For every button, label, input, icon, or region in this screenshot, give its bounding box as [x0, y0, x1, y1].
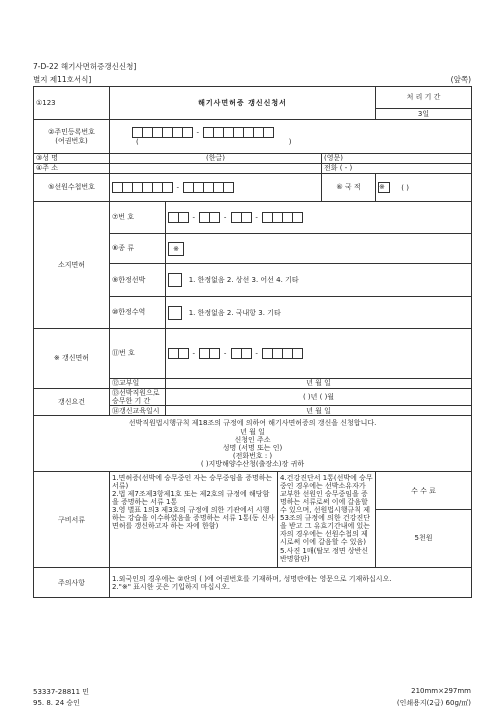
form-number-cell: ①123 [34, 87, 110, 120]
document-item: 5.사진 1매(탈모 정면 상반신 반명함판) [280, 546, 369, 563]
license-number-field[interactable]: - - - [166, 202, 472, 234]
seaman-book-field[interactable]: - [110, 174, 322, 202]
fee-cell [376, 472, 472, 568]
footer-size: 210mm×297mm [411, 687, 471, 695]
documents-list-right [278, 472, 376, 568]
applicant-address[interactable]: 신청인 주소 [234, 435, 271, 444]
documents-label: 구비서류 [34, 472, 110, 568]
license-number-label: ⑦번 호 [110, 202, 166, 234]
service-period-label: ⑬선박직원으로 승무한 기 간 [110, 389, 166, 406]
resident-number-field[interactable]: - ( ) [110, 120, 472, 154]
renewal-section-label: ※ 갱신면허 [34, 329, 110, 389]
processing-period-value: 3일 [376, 109, 472, 120]
nationality-field: ※ ( ) [376, 174, 472, 202]
recipient: ( )지방해양수산청(출장소)장 귀하 [200, 459, 305, 468]
issue-date-label: ⑫교부일 [110, 379, 166, 389]
footer-approved: 95. 8. 24 승인 [33, 699, 80, 707]
document-item: 4.건강진단서 1통(선박에 승무중인 경우에는 선박소유자가 교부한 선원인 승무중임을 증명하는 서류로써 이에 갈음할 수 있으며, 선원법시행규칙 제53조의 규정에 의한 건강진단을 받고 그 유효기간내에 있는 자의 경우에는 선원수첩의 제시로써 이에 갈음할 수 있음) [280, 474, 373, 547]
document-item: 3.영 별표 1의3 제3호의 규정에 의한 기관에서 시행하는 강습을 이수하였음을 증명하는 서류 1통(동 신사면허를 갱신하고자 하는 자에 한함) [112, 506, 275, 531]
form-reference: 7-D-22 해기사면허증갱신신청] [33, 62, 137, 71]
service-period-field[interactable]: ( )년 ( )월 [166, 389, 472, 406]
documents-list-left [110, 472, 278, 568]
application-form [33, 86, 472, 598]
name-label: ③성 명 [34, 154, 110, 164]
footer-paper: (인쇄용지(2급) 60g/㎡) [396, 699, 471, 707]
seaman-book-label: ⑤선원수첩번호 [34, 174, 110, 202]
vessel-limit-label: ⑨한정선박 [110, 264, 166, 297]
note-item: 2."※" 표시한 곳은 기입하지 마십시오. [112, 582, 231, 591]
vessel-limit-field[interactable]: 1. 한정없음 2. 상선 3. 어선 4. 기타 [166, 264, 472, 297]
resident-number-label: ②주민등록번호 (여권번호) [34, 120, 110, 154]
license-type-label: ⑧종 류 [110, 234, 166, 264]
nationality-label: ⑥ 국 적 [322, 174, 376, 202]
applicant-name[interactable]: 성명 (서명 또는 인) [222, 443, 283, 452]
footer-code: 53337-28811 민 [33, 688, 90, 696]
water-limit-field[interactable]: 1. 한정없음 2. 국내항 3. 기타 [166, 297, 472, 329]
phone-field[interactable]: 전화 ( - ) [322, 164, 472, 174]
license-section-label: 소지면허 [34, 202, 110, 329]
form-number: 별지 제11호서식] [33, 75, 92, 84]
document-item: 1.면허증(선박에 승무중인 자는 승무중임을 증명하는 서류) [112, 474, 273, 491]
processing-period-label: 처 리 기 간 [376, 87, 472, 109]
name-korean-field[interactable]: (한글) [110, 154, 322, 164]
fee-value: 5천원 [414, 534, 433, 543]
application-date: 년 월 일 [240, 427, 265, 436]
page-side: (앞쪽) [450, 75, 471, 84]
notes-list [110, 568, 472, 598]
education-date-label: ⑭갱신교육일시 [110, 406, 166, 416]
address-field[interactable] [110, 164, 322, 174]
water-limit-label: ⑩한정수역 [110, 297, 166, 329]
notes-label: 주의사항 [34, 568, 110, 598]
page-title: 해기사면허증 갱신신청서 [110, 87, 376, 120]
license-type-field: ※ [166, 234, 472, 264]
issue-date-field: 년 월 일 [166, 379, 472, 389]
document-item: 2.법 제7조제3항제1호 또는 제2호의 규정에 해당함을 증명하는 서류 1통 [112, 490, 270, 507]
requirement-section-label: 갱신요건 [34, 389, 110, 416]
education-date-field[interactable]: 년 월 일 [166, 406, 472, 416]
name-english-field[interactable]: (영문) [322, 154, 472, 164]
renewal-number-label: ⑪번 호 [110, 329, 166, 379]
address-label: ④주 소 [34, 164, 110, 174]
note-item: 1.외국인의 경우에는 ②란의 ( )에 여권번호를 기재하며, 성명란에는 영문으로 기재하십시오. [112, 574, 392, 583]
application-statement: 선박직원법시행규칙 제18조의 규정에 의하여 해기사면허증의 갱신을 신청합니다. 년 월 일 신청인 주소 성명 (서명 또는 인) (전화번호 : ) ( )지방해양수산청(출장소)장 귀하 [34, 416, 472, 472]
renewal-number-field: - - - [166, 329, 472, 379]
fee-label: 수 수 료 [376, 473, 471, 510]
applicant-phone[interactable]: (전화번호 : ) [232, 451, 273, 460]
